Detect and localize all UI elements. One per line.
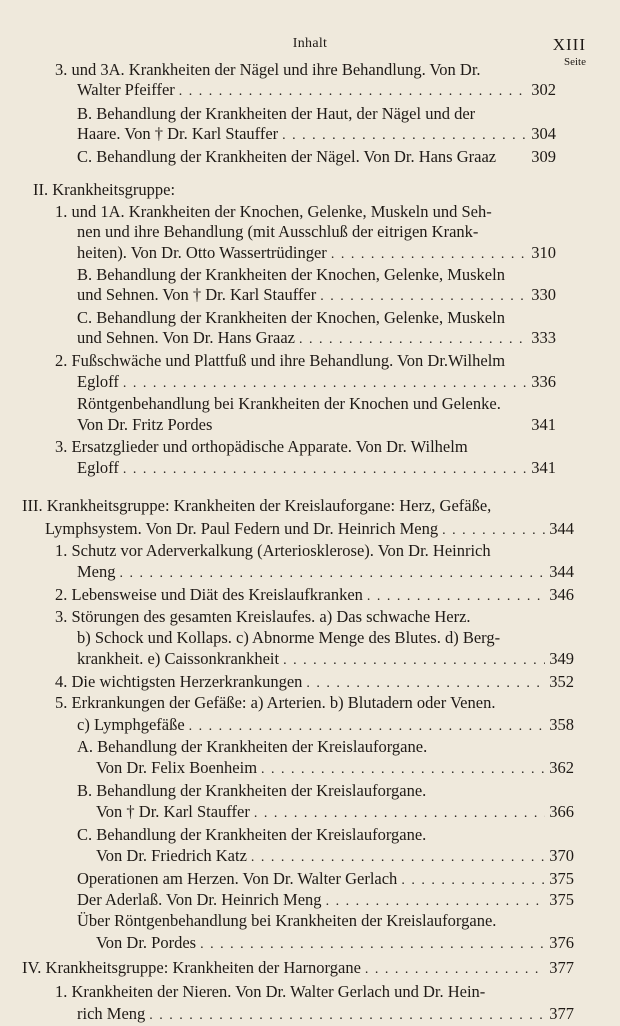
toc-line: B. Behandlung der Krankheiten der Kreislauforgane. xyxy=(77,781,427,800)
toc-page-number: 352 xyxy=(549,672,574,691)
dot-leader xyxy=(365,959,545,980)
dot-leader xyxy=(306,673,545,694)
toc-line xyxy=(77,146,556,169)
toc-line xyxy=(77,284,556,307)
toc-entry-text: Haare. Von † Dr. Karl Stauffer xyxy=(77,124,279,143)
toc-line xyxy=(96,757,574,780)
toc-line: 1. Krankheiten der Nieren. Von Dr. Walter Gerlach und Dr. Hein- xyxy=(55,982,486,1001)
toc-line xyxy=(77,242,556,265)
toc-entry-text: Von Dr. Friedrich Katz xyxy=(96,846,247,865)
toc-entry-text: rich Meng xyxy=(77,1004,146,1023)
dot-leader xyxy=(251,847,545,868)
toc-line: 1. und 1A. Krankheiten der Knochen, Gelenke, Muskeln und Seh- xyxy=(55,202,492,221)
dot-leader xyxy=(442,520,545,541)
toc-page-number: 358 xyxy=(549,715,574,734)
toc-line xyxy=(77,889,574,912)
toc-entry-text: Operationen am Herzen. Von Dr. Walter Gerlach xyxy=(77,869,398,888)
toc-line xyxy=(77,327,556,350)
toc-line: A. Behandlung der Krankheiten der Kreislauforgane. xyxy=(77,737,428,756)
toc-page-number: 330 xyxy=(531,285,556,304)
toc-line xyxy=(77,648,574,671)
toc-entry-text: Von Dr. Fritz Pordes xyxy=(77,415,213,434)
toc-line: b) Schock und Kollaps. c) Abnorme Menge des Blutes. d) Berg- xyxy=(77,628,501,647)
toc-line: 2. Fußschwäche und Plattfuß und ihre Behandlung. Von Dr.Wilhelm xyxy=(55,351,506,370)
toc-page-number: 341 xyxy=(531,458,556,477)
toc-line: 3. Störungen des gesamten Kreislaufes. a) Das schwache Herz. xyxy=(55,607,471,626)
dot-leader xyxy=(401,870,545,891)
dot-leader xyxy=(320,286,527,307)
toc-entry-text: C. Behandlung der Krankheiten der Nägel. Von Dr. Hans Graaz xyxy=(77,147,497,166)
toc-line xyxy=(77,714,574,737)
toc-line: Über Röntgenbehandlung bei Krankheiten der Kreislauforgane. xyxy=(77,911,497,930)
page-number: XIII xyxy=(552,35,586,54)
dot-leader xyxy=(123,459,527,480)
toc-entry-text: heiten). Von Dr. Otto Wassertrüdinger xyxy=(77,243,327,262)
toc-line xyxy=(45,518,574,541)
toc-line xyxy=(77,414,556,437)
dot-leader xyxy=(299,329,527,350)
toc-entry-text: Der Aderlaß. Von Dr. Heinrich Meng xyxy=(77,890,322,909)
toc-page-number: 344 xyxy=(549,519,574,538)
toc-line xyxy=(96,932,574,955)
toc-page-number: 309 xyxy=(531,147,556,166)
toc-entry-text: Lymphsystem. Von Dr. Paul Federn und Dr. Heinrich Meng xyxy=(45,519,439,538)
dot-leader xyxy=(261,759,545,780)
seite-label: Seite xyxy=(564,56,586,68)
toc-line: B. Behandlung der Krankheiten der Knochen, Gelenke, Muskeln xyxy=(77,265,505,284)
toc-entry-text: Walter Pfeiffer xyxy=(77,80,175,99)
toc-entry-text: Von † Dr. Karl Stauffer xyxy=(96,802,250,821)
toc-line: 3. und 3A. Krankheiten der Nägel und ihre Behandlung. Von Dr. xyxy=(55,60,481,79)
toc-page-number: 346 xyxy=(549,585,574,604)
toc-page-number: 370 xyxy=(549,846,574,865)
toc-page-number: 344 xyxy=(549,562,574,581)
toc-entry-text: 2. Lebensweise und Diät des Kreislaufkranken xyxy=(55,585,363,604)
toc-line xyxy=(22,957,574,980)
toc-page-number: 375 xyxy=(549,890,574,909)
dot-leader xyxy=(282,125,527,146)
toc-page-number: 304 xyxy=(531,124,556,143)
toc-line: III. Krankheitsgruppe: Krankheiten der Kreislauforgane: Herz, Gefäße, xyxy=(22,496,492,515)
toc-page-number: 336 xyxy=(531,372,556,391)
toc-page-number: 302 xyxy=(531,80,556,99)
dot-leader xyxy=(120,563,546,584)
toc-line xyxy=(77,123,556,146)
dot-leader xyxy=(326,891,546,912)
toc-line: Röntgenbehandlung bei Krankheiten der Knochen und Gelenke. xyxy=(77,394,501,413)
toc-page-number: 377 xyxy=(549,1004,574,1023)
toc-line: C. Behandlung der Krankheiten der Kreislauforgane. xyxy=(77,825,427,844)
toc-line: B. Behandlung der Krankheiten der Haut, der Nägel und der xyxy=(77,104,476,123)
toc-line xyxy=(77,371,556,394)
dot-leader xyxy=(331,244,527,265)
toc-line: C. Behandlung der Krankheiten der Knochen, Gelenke, Muskeln xyxy=(77,308,505,327)
toc-page-number: 377 xyxy=(549,958,574,977)
toc-entry-text: Egloff xyxy=(77,372,119,391)
dot-leader xyxy=(179,81,527,102)
toc-line xyxy=(77,79,556,102)
dot-leader xyxy=(149,1005,545,1026)
toc-entry-text: krankheit. e) Caissonkrankheit xyxy=(77,649,280,668)
toc-page-number: 375 xyxy=(549,869,574,888)
dot-leader xyxy=(367,586,545,607)
running-head: Inhalt xyxy=(292,36,328,51)
toc-line: 3. Ersatzglieder und orthopädische Apparate. Von Dr. Wilhelm xyxy=(55,437,468,456)
toc-line xyxy=(55,671,574,694)
toc-entry-text: c) Lymphgefäße xyxy=(77,715,185,734)
toc-line xyxy=(77,457,556,480)
dot-leader xyxy=(200,934,545,955)
dot-leader xyxy=(283,650,545,671)
toc-line xyxy=(77,1003,574,1026)
toc-page-number: 366 xyxy=(549,802,574,821)
dot-leader xyxy=(123,373,527,394)
dot-leader xyxy=(189,716,546,737)
toc-line xyxy=(96,845,574,868)
toc-line: II. Krankheitsgruppe: xyxy=(33,180,176,199)
toc-line: 1. Schutz vor Aderverkalkung (Arteriosklerose). Von Dr. Heinrich xyxy=(55,541,491,560)
toc-page-number: 333 xyxy=(531,328,556,347)
toc-page-number: 376 xyxy=(549,933,574,952)
toc-entry-text: Von Dr. Pordes xyxy=(96,933,197,952)
toc-page-number: 362 xyxy=(549,758,574,777)
toc-line: nen und ihre Behandlung (mit Ausschluß der eitrigen Krank- xyxy=(77,222,479,241)
toc-line: 5. Erkrankungen der Gefäße: a) Arterien. b) Blutadern oder Venen. xyxy=(55,693,496,712)
toc-page-number: 349 xyxy=(549,649,574,668)
toc-line xyxy=(55,584,574,607)
dot-leader xyxy=(254,803,545,824)
toc-entry-text: 4. Die wichtigsten Herzerkrankungen xyxy=(55,672,303,691)
toc-line xyxy=(77,868,574,891)
toc-entry-text: IV. Krankheitsgruppe: Krankheiten der Harnorgane xyxy=(22,958,361,977)
toc-entry-text: Von Dr. Felix Boenheim xyxy=(96,758,258,777)
toc-entry-text: Egloff xyxy=(77,458,119,477)
toc-page-number: 341 xyxy=(531,415,556,434)
toc-line xyxy=(96,801,574,824)
toc-entry-text: und Sehnen. Von Dr. Hans Graaz xyxy=(77,328,295,347)
toc-entry-text: und Sehnen. Von † Dr. Karl Stauffer xyxy=(77,285,317,304)
toc-entry-text: Meng xyxy=(77,562,116,581)
toc-line xyxy=(77,561,574,584)
toc-page-number: 310 xyxy=(531,243,556,262)
